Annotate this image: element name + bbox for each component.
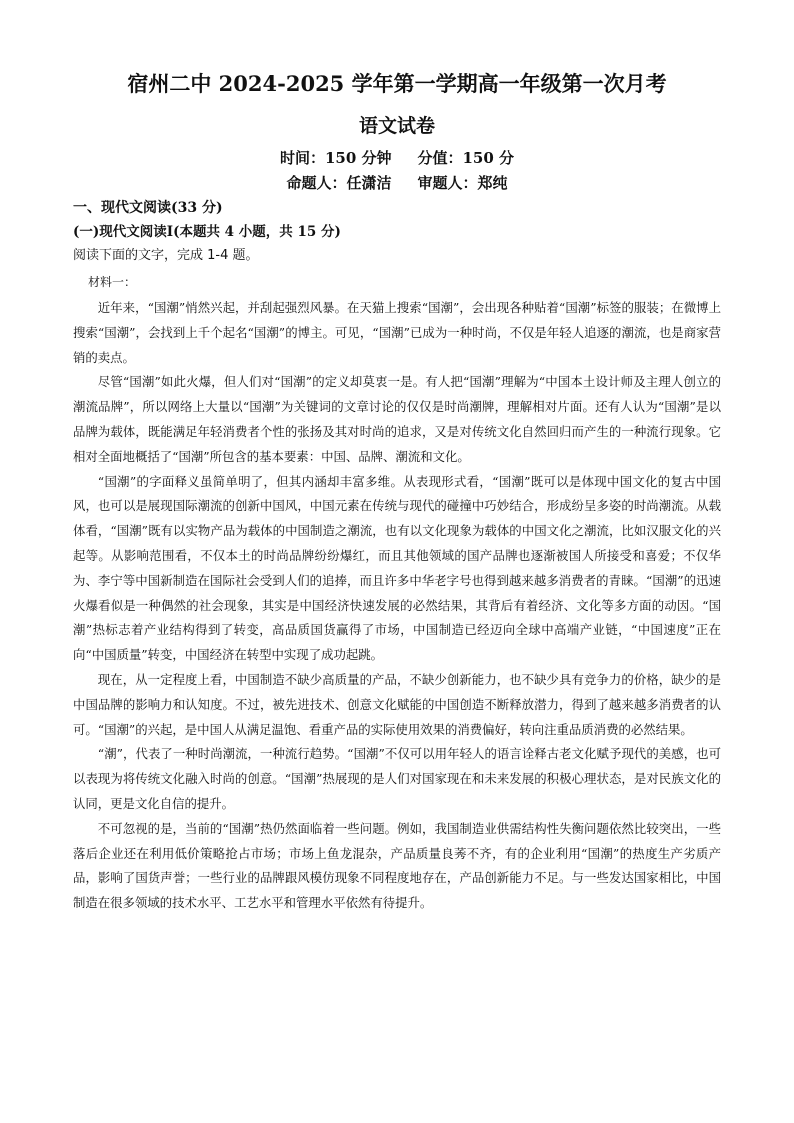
paragraph: 尽管“国潮”如此火爆，但人们对“国潮”的定义却莫衷一是。有人把“国潮”理解为“中国本土设计师及主理人创立的潮流品牌”，所以网络上大量以“国潮”为关键词的文章讨论的仅仅是时尚潮牌，理解相对片面。还有人认为“国潮”是以品牌为载体，既能满足年轻消费者个性的张扬及其对时尚的追求，又是对传统文化自然回归而产生的一种流行现象。它相对全面地概括了“国潮”所包含的基本要素：中国、品牌、潮流和文化。 [73,374,721,464]
reviewer-label: 审题人：郑纯 [417,174,508,192]
time-label: 时间：150 分钟 [279,149,392,167]
section-heading: 一、现代文阅读(33 分) [73,200,223,216]
paragraph: “潮”，代表了一种时尚潮流，一种流行趋势。“国潮”不仅可以用年轻人的语言诠释古老文化赋予现代的美感，也可以表现为将传统文化融入时尚的创意。“国潮”热展现的是人们对国家现在和未来发展的积极心理状态，是对民族文化的认同，更是文化自信的提升。 [73,746,721,811]
exam-meta-time-score [0,148,794,168]
author-label: 命题人：任潇洁 [286,174,392,192]
paragraph: “国潮”的字面释义虽简单明了，但其内涵却丰富多维。从表现形式看，“国潮”既可以是体现中国文化的复古中国风，也可以是展现国际潮流的创新中国风，中国元素在传统与现代的碰撞中巧妙结合，形成纷呈多姿的时尚潮流。从载体看，“国潮”既有以实物产品为载体的中国制造之潮流，也有以文化现象为载体的中国文化之潮流，比如汉服文化的兴起等。从影响范围看，不仅本土的时尚品牌纷纷爆红，而且其他领域的国产品牌也逐渐被国人所接受和喜爱；不仅华为、李宁等中国新制造在国际社会受到人们的追捧，而且许多中华老字号也得到越来越多消费者的青睐。“国潮”的迅速火爆看似是一种偶然的社会现象，其实是中国经济快速发展的必然结果，其背后有着经济、文化等多方面的动因。“国潮”热标志着产业结构得到了转变，高品质国货赢得了市场，中国制造已经迈向全球中高端产业链，“中国速度”正在向“中国质量”转变，中国经济在转型中实现了成功起跳。 [73,473,721,663]
score-label: 分值：150 分 [417,149,515,167]
material-label: 材料一： [88,275,137,289]
paragraph: 现在，从一定程度上看，中国制造不缺少高质量的产品，不缺少创新能力，也不缺少具有竞争力的价格，缺少的是中国品牌的影响力和认知度。不过，被先进技术、创意文化赋能的中国创造不断释放潜力，得到了越来越多消费者的认可。“国潮”的兴起，是中国人从满足温饱、看重产品的实际使用效果的消费偏好，转向注重品质消费的必然结果。 [73,671,721,737]
paragraph: 不可忽视的是，当前的“国潮”热仍然面临着一些问题。例如，我国制造业供需结构性失衡问题依然比较突出，一些落后企业还在利用低价策略抢占市场；市场上鱼龙混杂，产品质量良莠不齐，有的企业利用“国潮”的热度生产劣质产品，影响了国货声誉；一些行业的品牌跟风模仿现象不同程度地存在，产品创新能力不足。与一些发达国家相比，中国制造在很多领域的技术水平、工艺水平和管理水平依然有待提升。 [73,820,721,911]
exam-title: 宿州二中 2024-2025 学年第一学期高一年级第一次月考 [127,71,667,96]
reading-passage [73,296,721,916]
subsection-heading: (一)现代文阅读Ⅰ(本题共 4 小题，共 15 分) [73,224,341,240]
exam-meta-authors [0,173,794,193]
reading-instruction: 阅读下面的文字，完成 1-4 题。 [73,248,259,263]
paragraph: 近年来，“国潮”悄然兴起，并刮起强烈风暴。在天猫上搜索“国潮”，会出现各种贴着“国潮”标签的服装；在微博上搜索“国潮”，会找到上千个起名“国潮”的博主。可见，“国潮”已成为一种时尚，不仅是年轻人追逐的潮流，也是商家营销的卖点。 [73,300,721,365]
exam-subject: 语文试卷 [358,115,435,137]
